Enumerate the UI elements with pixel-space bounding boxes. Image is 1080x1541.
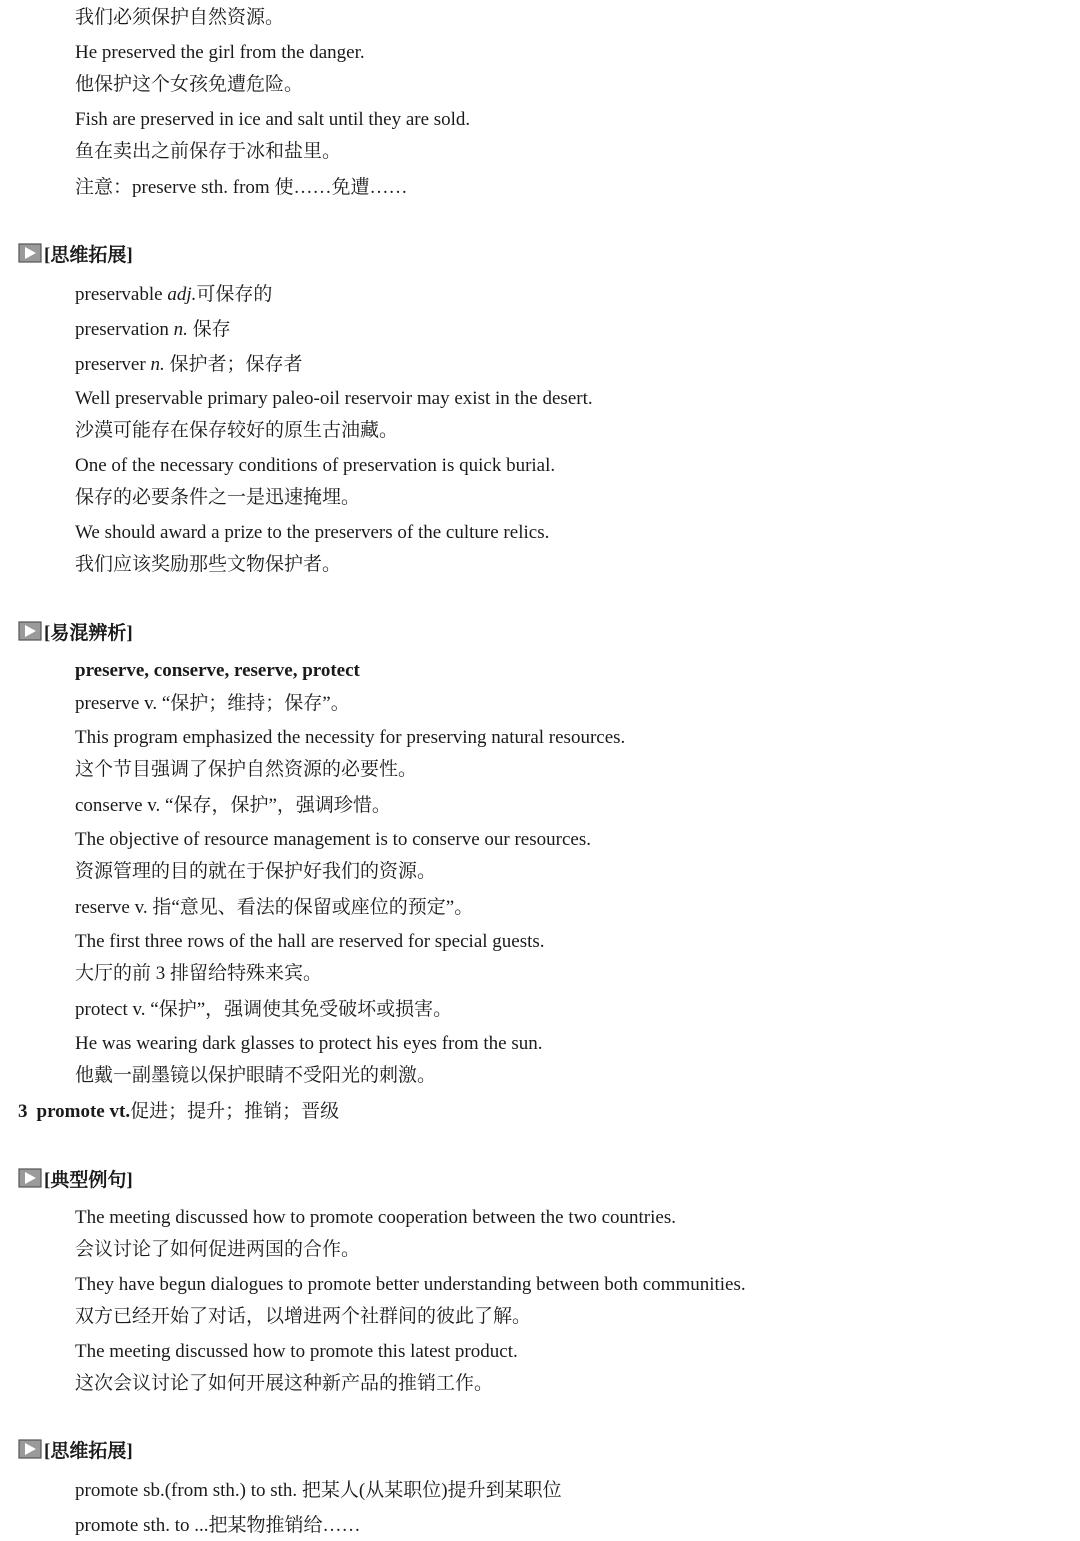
confuse-line: 这个节目强调了保护自然资源的必要性。 <box>75 759 418 780</box>
entry-number: 3 <box>18 1101 28 1122</box>
section-heading-expand <box>18 240 133 266</box>
example-text-line: 我们应该奖励那些文物保护者。 <box>75 554 342 575</box>
play-triangle-box-icon <box>18 1439 42 1459</box>
confuse-title: preserve, conserve, reserve, protect <box>75 660 360 681</box>
example-text-line: 他保护这个女孩免遭危险。 <box>75 74 304 95</box>
confuse-line: 资源管理的目的就在于保护好我们的资源。 <box>75 861 437 882</box>
confuse-line: reserve v. 指“意见、看法的保留或座位的预定”。 <box>75 897 474 918</box>
derivative-word: preservation n. 保存 <box>75 319 231 340</box>
phrase-line: promote sth. to ...把某物推销给…… <box>75 1515 361 1536</box>
play-triangle-box-icon <box>18 243 42 263</box>
confuse-line: 大厅的前 3 排留给特殊来宾。 <box>75 963 323 984</box>
example-text-line: The meeting discussed how to promote this latest product. <box>75 1341 518 1362</box>
play-triangle-box-icon <box>18 1168 42 1188</box>
example-text-line: One of the necessary conditions of preservation is quick burial. <box>75 455 556 476</box>
vocab-entry-heading <box>18 1100 339 1124</box>
entry-word: promote vt. <box>36 1101 131 1122</box>
example-text-line: 保存的必要条件之一是迅速掩埋。 <box>75 487 361 508</box>
example-text-line: 我们必须保护自然资源。 <box>75 7 285 28</box>
derivative-word: preservable adj.可保存的 <box>75 284 273 305</box>
play-triangle-box-icon <box>18 621 42 641</box>
section-heading-label: [思维拓展] <box>44 244 133 266</box>
section-heading-expand <box>18 1436 133 1462</box>
section-heading-label: [思维拓展] <box>44 1440 133 1462</box>
confuse-line: He was wearing dark glasses to protect his eyes from the sun. <box>75 1033 543 1054</box>
confuse-line: protect v. “保护”，强调使其免受破坏或损害。 <box>75 999 453 1020</box>
example-text-line: They have begun dialogues to promote better understanding between both communities. <box>75 1274 746 1295</box>
confuse-line: preserve v. “保护；维持；保存”。 <box>75 693 350 714</box>
example-text-line: 鱼在卖出之前保存于冰和盐里。 <box>75 141 342 162</box>
section-heading-examples <box>18 1165 133 1191</box>
example-text-line: Fish are preserved in ice and salt until they are sold. <box>75 109 471 130</box>
example-text-line: 双方已经开始了对话，以增进两个社群间的彼此了解。 <box>75 1306 532 1327</box>
derivative-word: preserver n. 保护者；保存者 <box>75 354 303 375</box>
section-heading-confuse <box>18 618 133 644</box>
confuse-line: The objective of resource management is to conserve our resources. <box>75 829 591 850</box>
section-heading-label: [易混辨析] <box>44 622 133 644</box>
confuse-line: This program emphasized the necessity for preserving natural resources. <box>75 727 626 748</box>
example-text-line: 会议讨论了如何促进两国的合作。 <box>75 1239 361 1260</box>
example-text-line: The meeting discussed how to promote cooperation between the two countries. <box>75 1207 676 1228</box>
example-text-line: He preserved the girl from the danger. <box>75 42 365 63</box>
note-line: 注意：preserve sth. from 使……免遭…… <box>75 177 408 198</box>
confuse-line: The first three rows of the hall are reserved for special guests. <box>75 931 545 952</box>
example-text-line: We should award a prize to the preservers of the culture relics. <box>75 522 550 543</box>
confuse-line: conserve v. “保存，保护”，强调珍惜。 <box>75 795 391 816</box>
confuse-line: 他戴一副墨镜以保护眼睛不受阳光的刺激。 <box>75 1065 437 1086</box>
entry-meaning: 促进；提升；推销；晋级 <box>130 1101 340 1122</box>
example-text-line: Well preservable primary paleo-oil reservoir may exist in the desert. <box>75 388 593 409</box>
section-heading-label: [典型例句] <box>44 1169 133 1191</box>
phrase-line: promote sb.(from sth.) to sth. 把某人(从某职位)提升到某职位 <box>75 1480 562 1501</box>
example-text-line: 这次会议讨论了如何开展这种新产品的推销工作。 <box>75 1373 494 1394</box>
example-text-line: 沙漠可能存在保存较好的原生古油藏。 <box>75 420 399 441</box>
